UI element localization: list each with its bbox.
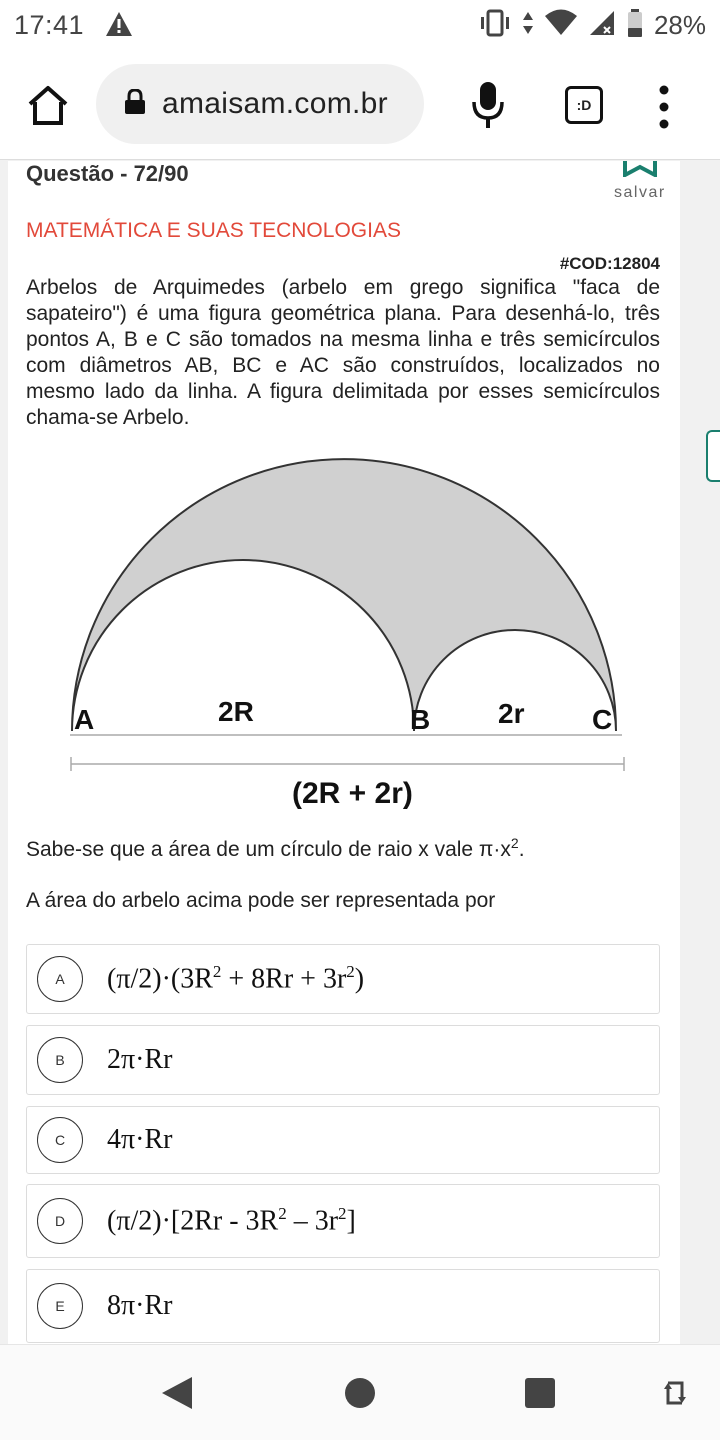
point-c-label: C	[592, 704, 613, 735]
total-length-label: (2R + 2r)	[292, 777, 413, 810]
info-exponent: 2	[510, 835, 519, 851]
home-button[interactable]	[24, 82, 72, 130]
signal-icon	[588, 9, 616, 42]
save-label: salvar	[614, 184, 666, 201]
area-formula-info	[26, 835, 525, 862]
warning-icon	[104, 10, 134, 43]
info-prefix: Sabe-se que a área de um círculo de raio x vale π·x	[26, 838, 511, 861]
point-a-label: A	[74, 704, 95, 735]
battery-level: 28%	[653, 10, 706, 40]
option-text: 2π·Rr	[107, 1044, 173, 1075]
question-ask: A área do arbelo acima pode ser representada por	[26, 889, 496, 912]
option-text: 4π·Rr	[107, 1124, 173, 1155]
option-e[interactable]	[26, 1269, 660, 1343]
back-button[interactable]	[160, 1375, 194, 1416]
question-card	[8, 161, 680, 1344]
save-button[interactable]	[614, 161, 666, 202]
status-icons	[478, 8, 706, 43]
browser-toolbar	[0, 52, 720, 160]
question-statement: Arbelos de Arquimedes (arbelo em grego significa "faca de sapateiro") é uma figura geométrica plana. Para desenhá-lo, três pontos A, B e C são tomados na mesma linha e três semicírculos com diâmetros AB, BC e AC são construídos, localizados no mesmo lado da linha. A figura delimitada por esses semicírculos chama-se Arbelo.	[26, 276, 660, 429]
lock-icon	[124, 89, 146, 120]
microphone-button[interactable]	[470, 80, 506, 130]
option-b[interactable]	[26, 1025, 660, 1095]
more-menu-button[interactable]	[652, 82, 676, 132]
page-content	[0, 161, 720, 1344]
option-c[interactable]	[26, 1106, 660, 1174]
option-letter: C	[37, 1117, 83, 1163]
url-text: amaisam.com.br	[162, 87, 388, 120]
question-title: Questão - 72/90	[26, 161, 189, 186]
option-d[interactable]	[26, 1184, 660, 1258]
vibrate-icon	[478, 8, 512, 43]
wifi-icon	[544, 9, 578, 42]
option-letter: D	[37, 1198, 83, 1244]
info-suffix: .	[518, 838, 525, 861]
side-tab[interactable]	[706, 430, 720, 482]
segment-2R-label: 2R	[218, 696, 254, 727]
recents-button[interactable]	[524, 1377, 556, 1414]
battery-icon	[626, 8, 644, 43]
address-bar[interactable]	[96, 64, 424, 144]
status-bar	[0, 0, 720, 52]
arbelos-figure	[58, 451, 628, 821]
subject-heading: MATEMÁTICA E SUAS TECNOLOGIAS	[26, 219, 401, 242]
segment-2r-label: 2r	[498, 698, 525, 729]
point-b-label: B	[410, 704, 431, 735]
option-letter: A	[37, 956, 83, 1002]
option-text: $(\pi/2)\cdot(3R^2 + 8Rr + 3r^2)$	[107, 962, 365, 995]
option-text: $(\pi/2)\cdot[2Rr - 3R^2 - 3r^2]$	[107, 1204, 356, 1237]
rotate-icon[interactable]	[664, 1375, 686, 1416]
home-nav-button[interactable]	[344, 1377, 376, 1414]
arbelos-shaded-region	[72, 459, 616, 731]
navigation-bar	[0, 1344, 720, 1440]
tabs-button[interactable]: :D	[565, 86, 603, 124]
option-a[interactable]	[26, 944, 660, 1014]
data-arrows-icon	[522, 10, 534, 41]
option-text: 8π·Rr	[107, 1290, 173, 1321]
option-letter: E	[37, 1283, 83, 1329]
status-time: 17:41	[14, 10, 85, 40]
option-letter: B	[37, 1037, 83, 1083]
question-code: #COD:12804	[559, 254, 660, 273]
bookmark-icon	[622, 164, 658, 181]
